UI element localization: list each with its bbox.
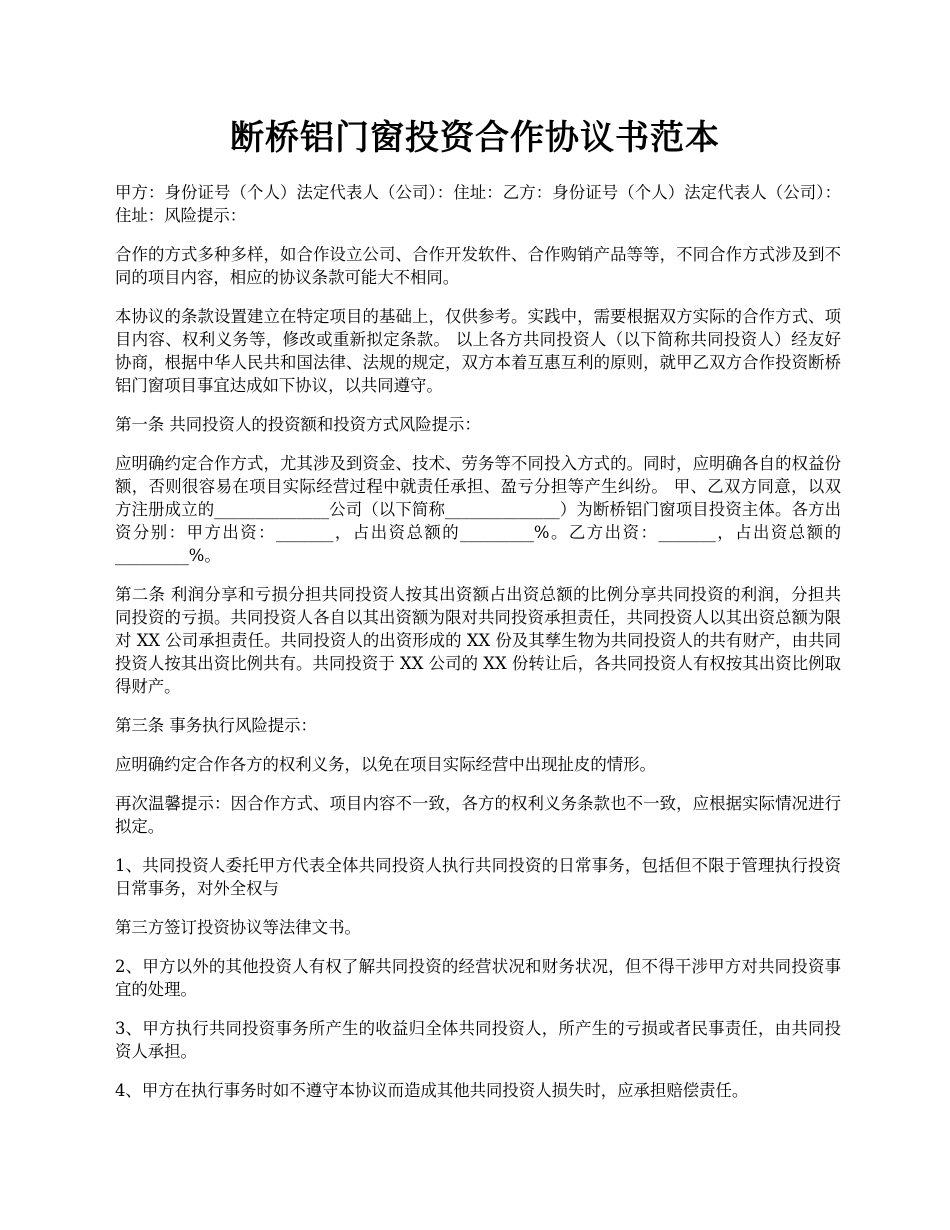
article-1-heading: 第一条 共同投资人的投资额和投资方式风险提示： [115,415,481,434]
clause-1-continued: 第三方签订投资协议等法律文书。 [115,918,361,937]
article-3-risk-note: 应明确约定合作各方的权利义务，以免在项目实际经营中出现扯皮的情形。 [115,755,656,774]
preamble-paragraph: 本协议的条款设置建立在特定项目的基础上，仅供参考。实践中，需要根据双方实际的合作方式、项目内容、权利义务等，修改或重新拟定条款。 以上各方共同投资人（以下简称共同投资人）经友好协商，根据中华人民共和国法律、法规的规定，双方本着互惠互利的原则，就甲乙双方合作投资断桥铝门窗项目事宜达成如下协议，以共同遵守。 [115,307,841,395]
article-1-body: 应明确约定合作方式，尤其涉及到资金、技术、劳务等不同投入方式的。同时，应明确各自的权益份额，否则很容易在项目实际经营过程中就责任承担、盈亏分担等产生纠纷。 甲、乙双方同意，以双方注册成立的______________公司（以下简称______________）为断桥铝门窗项目投资主体。各方出资分别：甲方出资：_______，占出资总额的_________%。乙方出资：_______，占出资总额的_________%。 [115,454,841,565]
clause-4: 4、甲方在执行事务时如不遵守本协议而造成其他共同投资人损失时，应承担赔偿责任。 [115,1081,749,1100]
clause-1: 1、共同投资人委托甲方代表全体共同投资人执行共同投资的日常事务，包括但不限于管理执行投资日常事务，对外全权与 [115,856,841,898]
article-2-paragraph: 第二条 利润分享和亏损分担共同投资人按其出资额占出资总额的比例分享共同投资的利润，分担共同投资的亏损。共同投资人各自以其出资额为限对共同投资承担责任，共同投资人以其出资总额为限对 XX 公司承担责任。共同投资人的出资形成的 XX 份及其孳生物为共同投资人的共有财产，由共同投资人按其出资比例共有。共同投资于 XX 公司的 XX 份转让后，各共同投资人有权按其出资比例取得财产。 [115,585,841,696]
parties-paragraph: 甲方：身份证号（个人）法定代表人（公司）：住址：乙方：身份证号（个人）法定代表人（公司）：住址：风险提示： [115,183,841,225]
article-3-heading: 第三条 事务执行风险提示： [115,716,317,735]
reminder-paragraph: 再次温馨提示：因合作方式、项目内容不一致，各方的权利义务条款也不一致，应根据实际情况进行拟定。 [115,794,841,836]
document-body [115,181,841,1118]
cooperation-methods-paragraph: 合作的方式多种多样，如合作设立公司、合作开发软件、合作购销产品等等，不同合作方式涉及到不同的项目内容，相应的协议条款可能大不相同。 [115,245,841,287]
clause-3: 3、甲方执行共同投资事务所产生的收益归全体共同投资人，所产生的亏损或者民事责任，由共同投资人承担。 [115,1019,841,1061]
document-title: 断桥铝门窗投资合作协议书范本 [230,118,720,158]
clause-2: 2、甲方以外的其他投资人有权了解共同投资的经营状况和财务状况，但不得干涉甲方对共同投资事宜的处理。 [115,957,841,999]
